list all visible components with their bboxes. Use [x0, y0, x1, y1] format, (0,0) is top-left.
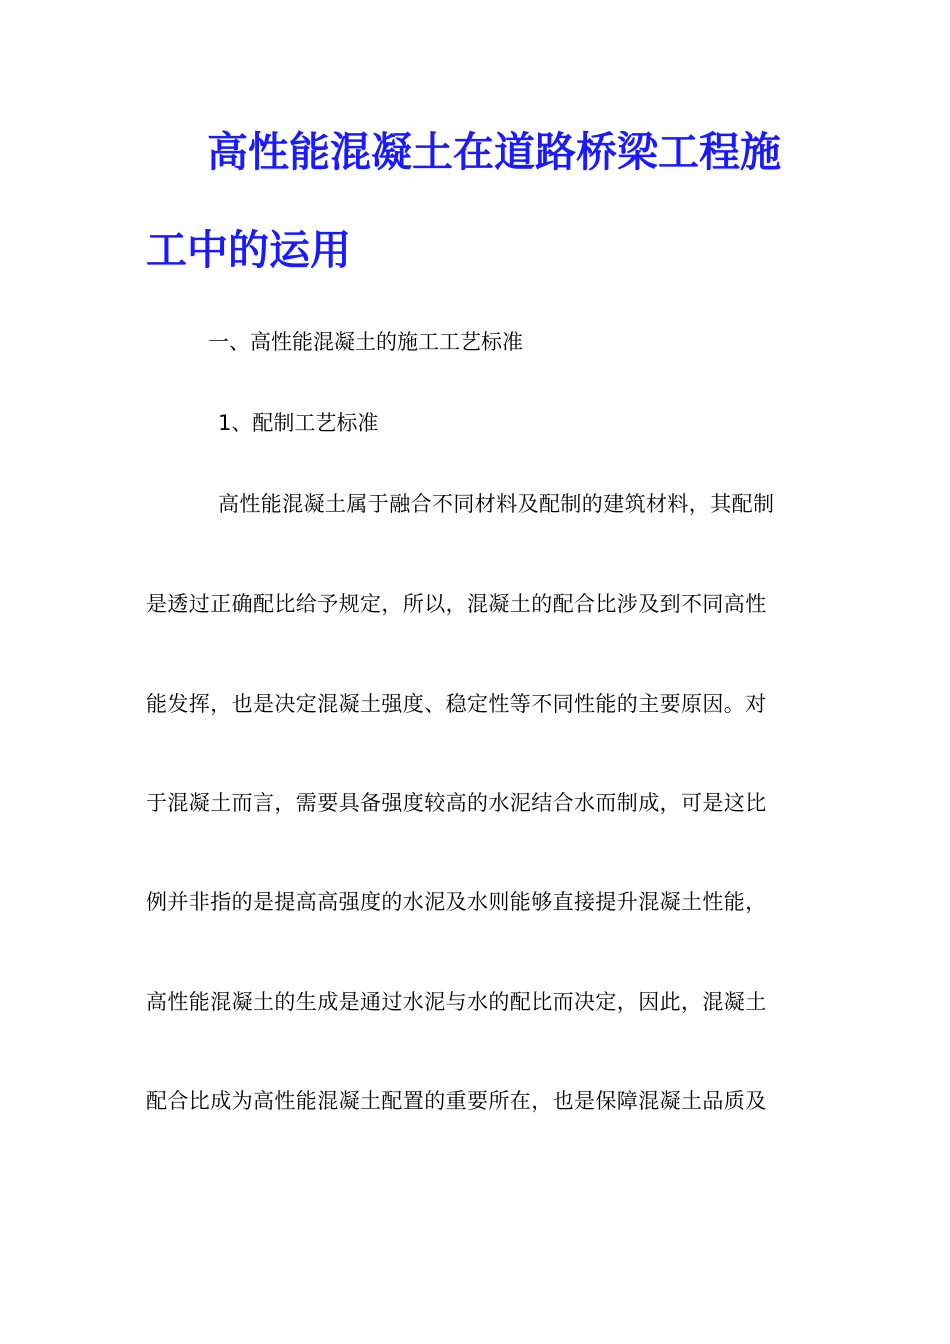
section-heading: 一、高性能混凝土的施工工艺标准 — [208, 330, 523, 354]
paragraph-line: 能发挥，也是决定混凝土强度、稳定性等不同性能的主要原因。对 — [146, 692, 767, 716]
document-title-line-1: 高性能混凝土在道路桥梁工程施 — [207, 128, 781, 176]
paragraph-line: 于混凝土而言，需要具备强度较高的水泥结合水而制成，可是这比 — [146, 791, 767, 815]
paragraph-line: 配合比成为高性能混凝土配置的重要所在，也是保障混凝土品质及 — [146, 1089, 767, 1113]
paragraph-line: 高性能混凝土属于融合不同材料及配制的建筑材料，其配制 — [218, 492, 775, 516]
paragraph-line: 例并非指的是提高高强度的水泥及水则能够直接提升混凝土性能， — [146, 890, 767, 914]
subsection-heading: 1、配制工艺标准 — [218, 411, 379, 435]
document-title-line-2: 工中的运用 — [146, 226, 351, 274]
paragraph-line: 高性能混凝土的生成是通过水泥与水的配比而决定，因此，混凝土 — [146, 990, 767, 1014]
paragraph-line: 是透过正确配比给予规定，所以，混凝土的配合比涉及到不同高性 — [146, 592, 767, 616]
